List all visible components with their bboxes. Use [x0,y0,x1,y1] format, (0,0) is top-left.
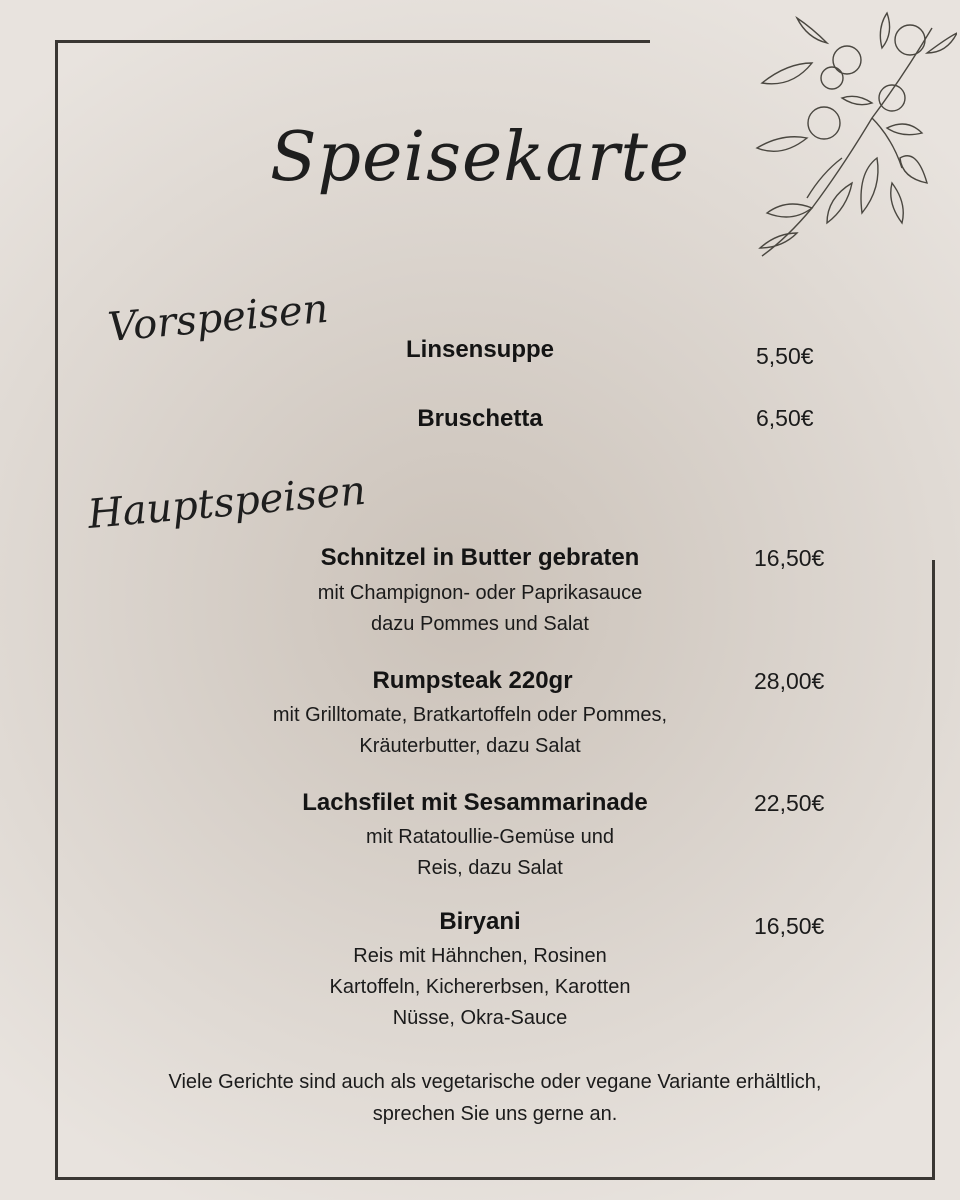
item-desc-line: Nüsse, Okra-Sauce [392,1007,568,1029]
item-name: Biryani [439,908,521,935]
footer-note [0,1066,960,1130]
section-title-mains: Hauptspeisen [85,467,368,538]
section-title-starters: Vorspeisen [105,285,331,351]
item-desc-line: Kräuterbutter, dazu Salat [359,735,581,757]
item-description [240,822,740,884]
item-desc-line: Reis mit Hähnchen, Rosinen [353,945,607,967]
frame-left-line [55,40,58,1180]
item-price: 22,50€ [754,790,825,816]
footer-line: Viele Gerichte sind auch als vegetarische oder vegane Variante erhältlich, [168,1071,822,1093]
item-name: Linsensuppe [405,336,555,363]
menu-title: Speisekarte [269,118,691,197]
item-description [230,578,730,640]
item-desc-line: dazu Pommes und Salat [371,613,589,635]
item-name: Bruschetta [417,405,543,432]
footer-line: sprechen Sie uns gerne an. [372,1103,618,1125]
item-price: 16,50€ [754,545,825,571]
item-desc-line: mit Champignon- oder Paprikasauce [317,582,643,604]
item-price: 16,50€ [754,913,825,939]
frame-top-line [55,40,650,43]
item-desc-line: Reis, dazu Salat [417,857,563,879]
item-desc-line: mit Ratatoullie-Gemüse und [366,826,614,848]
item-desc-line: Kartoffeln, Kichererbsen, Karotten [329,976,631,998]
item-description [220,700,720,762]
item-desc-line: mit Grilltomate, Bratkartoffeln oder Pommes, [272,704,668,726]
item-description [230,941,730,1034]
item-price: 5,50€ [756,343,814,369]
item-name: Lachsfilet mit Sesammarinade [302,789,648,816]
item-price: 28,00€ [754,668,825,694]
item-name: Schnitzel in Butter gebraten [320,544,640,571]
item-name: Rumpsteak 220gr [372,667,573,694]
frame-bottom-line [55,1177,935,1180]
item-price: 6,50€ [756,405,814,431]
